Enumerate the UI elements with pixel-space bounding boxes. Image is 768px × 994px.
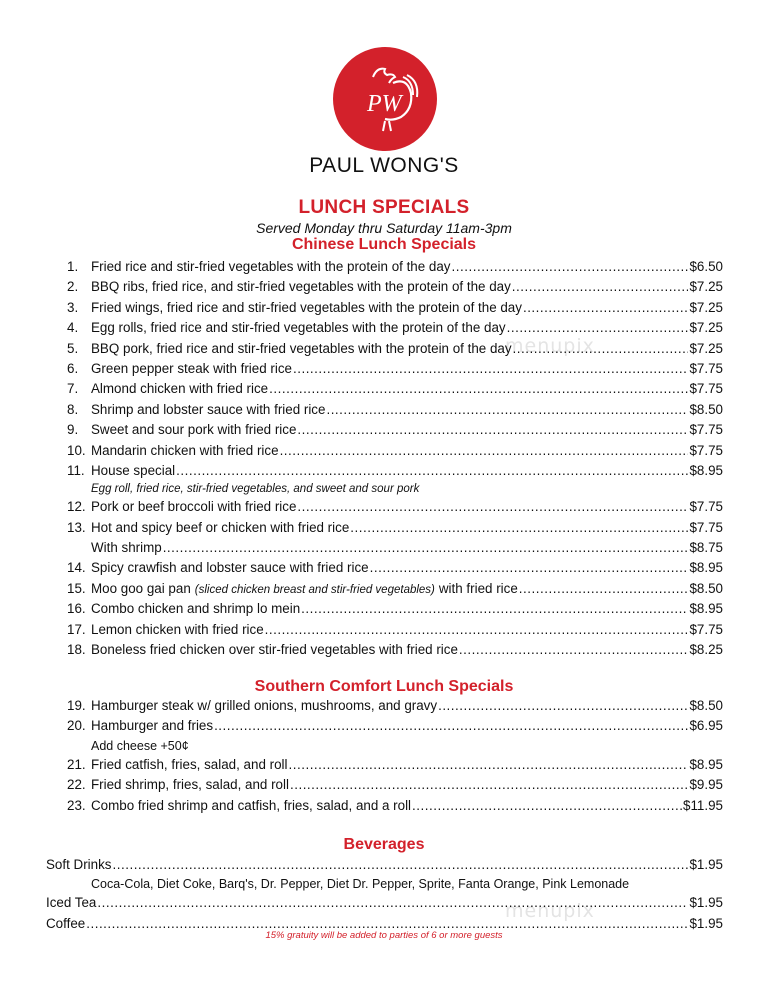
item-name: Soft Drinks [46, 857, 112, 872]
item-price: $8.50 [689, 698, 723, 713]
item-number: 15. [67, 580, 86, 596]
item-name: Lemon chicken with fried rice [91, 621, 264, 637]
dot-leader [301, 599, 688, 619]
menu-item [67, 277, 723, 297]
item-price: $7.25 [689, 340, 723, 356]
dot-leader [326, 400, 688, 420]
item-price: $7.25 [689, 299, 723, 315]
dot-leader [293, 359, 689, 379]
dot-leader [297, 420, 688, 440]
item-price: $8.75 [689, 540, 723, 556]
item-number: 23. [67, 797, 86, 813]
dot-leader [370, 558, 689, 578]
item-number: 12. [67, 499, 86, 515]
item-number: 20. [67, 718, 86, 734]
item-number: 17. [67, 621, 86, 637]
menu-item [67, 400, 723, 420]
item-number: 22. [67, 777, 86, 793]
dot-leader [412, 796, 682, 816]
dot-leader [290, 775, 689, 795]
menu-item [67, 497, 723, 517]
menu-item [67, 298, 723, 318]
southern-menu-list [0, 696, 768, 816]
item-price: $1.95 [689, 857, 723, 872]
menu-item [67, 441, 723, 461]
item-price: $8.95 [689, 756, 723, 772]
item-price: $8.25 [689, 642, 723, 658]
item-number: 18. [67, 642, 86, 658]
dot-leader [97, 893, 688, 913]
watermark-lower: menupix [505, 900, 595, 922]
menu-item [67, 599, 723, 619]
item-name: Iced Tea [46, 895, 97, 911]
dot-leader [265, 620, 689, 640]
item-name: With shrimp [91, 540, 162, 556]
item-price: $11.95 [683, 797, 723, 813]
menu-item [67, 579, 723, 599]
item-number: 6. [67, 360, 79, 376]
svg-text:PW: PW [367, 91, 402, 117]
dot-leader [297, 497, 688, 517]
item-number: 19. [67, 698, 86, 713]
dot-leader [523, 298, 689, 318]
dot-leader [163, 538, 689, 558]
menu-item [67, 716, 723, 736]
item-price: $8.50 [689, 401, 723, 417]
item-price: $1.95 [689, 915, 723, 931]
menu-item [91, 538, 723, 558]
menu-item [67, 755, 723, 775]
beverages-heading: Beverages [343, 836, 425, 853]
chinese-heading: Chinese Lunch Specials [291, 236, 477, 253]
item-name: Egg rolls, fried rice and stir-fried vegetables with the protein of the day [91, 320, 506, 336]
item-number: 8. [67, 401, 79, 417]
menu-item [67, 558, 723, 578]
item-name: Combo fried shrimp and catfish, fries, salad, and a roll [91, 797, 412, 813]
item-number: 11. [67, 462, 85, 478]
menu-item [67, 620, 723, 640]
beverages-list [0, 855, 768, 934]
item-number: 2. [67, 279, 79, 295]
item-price: $8.50 [689, 580, 723, 596]
item-price: $8.95 [689, 462, 723, 478]
item-number: 4. [67, 320, 79, 336]
menu-item [67, 518, 723, 538]
dot-leader [350, 518, 688, 538]
soft-drinks-list: Coca-Cola, Diet Coke, Barq's, Dr. Pepper, Diet Dr. Pepper, Sprite, Fanta Orange, Pink Lemonade [91, 877, 630, 892]
house-special-description: Egg roll, fried rice, stir-fried vegetables, and sweet and sour pork [91, 483, 420, 496]
item-name: Hot and spicy beef or chicken with fried rice [91, 519, 350, 535]
item-number: 21. [67, 756, 86, 772]
item-number: 9. [67, 422, 79, 438]
chinese-menu-list [0, 257, 768, 660]
item-suffix: with fried rice [438, 580, 518, 596]
menu-item [67, 257, 723, 277]
item-name: House special [91, 462, 176, 478]
item-name: Green pepper steak with fried rice [91, 360, 292, 376]
item-price: $8.95 [689, 601, 723, 617]
menu-item [67, 775, 723, 795]
item-number: 13. [67, 519, 86, 535]
item-name: Fried catfish, fries, salad, and roll [91, 756, 288, 772]
rooster-logo [333, 47, 437, 151]
item-name: Hamburger and fries [91, 718, 214, 734]
menu-item [46, 855, 723, 875]
menu-item [46, 893, 723, 913]
item-name: Fried rice and stir-fried vegetables with the protein of the day [91, 259, 451, 274]
item-price: $8.95 [689, 560, 723, 576]
dot-leader [288, 755, 688, 775]
menu-item [67, 796, 723, 816]
item-name: BBQ pork, fried rice and stir-fried vegetables with the protein of the day [91, 340, 512, 356]
item-price: $6.50 [689, 259, 723, 274]
item-name: Sweet and sour pork with fried rice [91, 422, 297, 438]
brand-name: PAUL WONG'S [309, 154, 459, 177]
menu-item [67, 640, 723, 660]
menu-item [67, 318, 723, 338]
dot-leader [269, 379, 688, 399]
item-name: Hamburger steak w/ grilled onions, mushrooms, and gravy [91, 698, 438, 713]
dot-leader [513, 339, 689, 359]
dot-leader [512, 277, 689, 297]
dot-leader [214, 716, 688, 736]
item-number: 5. [67, 340, 79, 356]
dot-leader [459, 640, 689, 660]
item-price: $1.95 [689, 895, 723, 911]
item-price: $7.75 [689, 422, 723, 438]
item-price: $7.25 [689, 279, 723, 295]
item-number: 3. [67, 299, 79, 315]
item-note: (sliced chicken breast and stir-fried vegetables) [194, 583, 435, 596]
menu-item [67, 461, 723, 481]
item-number: 7. [67, 381, 79, 397]
item-name: Shrimp and lobster sauce with fried rice [91, 401, 326, 417]
gratuity-note: 15% gratuity will be added to parties of 6 or more guests [265, 930, 503, 941]
item-name: Almond chicken with fried rice [91, 381, 269, 397]
item-name: Mandarin chicken with fried rice [91, 442, 279, 458]
item-price: $7.75 [689, 621, 723, 637]
item-number: 16. [67, 601, 86, 617]
dot-leader [176, 461, 688, 481]
watermark-upper: menupix [505, 335, 595, 357]
dot-leader [112, 855, 688, 875]
item-name: BBQ ribs, fried rice, and stir-fried vegetables with the protein of the day [91, 279, 511, 295]
menu-item [67, 379, 723, 399]
page-title: LUNCH SPECIALS [298, 197, 470, 218]
item-name: Spicy crawfish and lobster sauce with fried rice [91, 560, 369, 576]
item-price: $7.75 [689, 519, 723, 535]
served-hours: Served Monday thru Saturday 11am-3pm [256, 220, 512, 236]
item-price: $7.75 [689, 381, 723, 397]
item-price: $7.75 [689, 499, 723, 515]
item-price: $6.95 [689, 718, 723, 734]
menu-item [67, 696, 723, 716]
menu-item [67, 420, 723, 440]
dot-leader [438, 696, 688, 716]
item-number: 1. [67, 259, 79, 274]
item-name: Pork or beef broccoli with fried rice [91, 499, 297, 515]
dot-leader [507, 318, 689, 338]
dot-leader [280, 441, 689, 461]
item-price: $9.95 [689, 777, 723, 793]
item-price: $7.75 [689, 360, 723, 376]
item-name: Combo chicken and shrimp lo mein [91, 601, 301, 617]
item-name: Coffee [46, 915, 86, 931]
item-name: Moo goo gai pan [91, 580, 191, 596]
item-name: Fried wings, fried rice and stir-fried vegetables with the protein of the day [91, 299, 522, 315]
item-price: $7.25 [689, 320, 723, 336]
menu-item [67, 359, 723, 379]
add-cheese-note: Add cheese +50¢ [91, 738, 189, 753]
dot-leader [452, 257, 689, 277]
item-name: Fried shrimp, fries, salad, and roll [91, 777, 289, 793]
menu-item [67, 339, 723, 359]
dot-leader [519, 579, 689, 599]
item-price: $7.75 [689, 442, 723, 458]
item-name: Boneless fried chicken over stir-fried vegetables with fried rice [91, 642, 458, 658]
item-number: 10. [67, 442, 86, 458]
southern-heading: Southern Comfort Lunch Specials [254, 678, 514, 695]
item-number: 14. [67, 560, 86, 576]
